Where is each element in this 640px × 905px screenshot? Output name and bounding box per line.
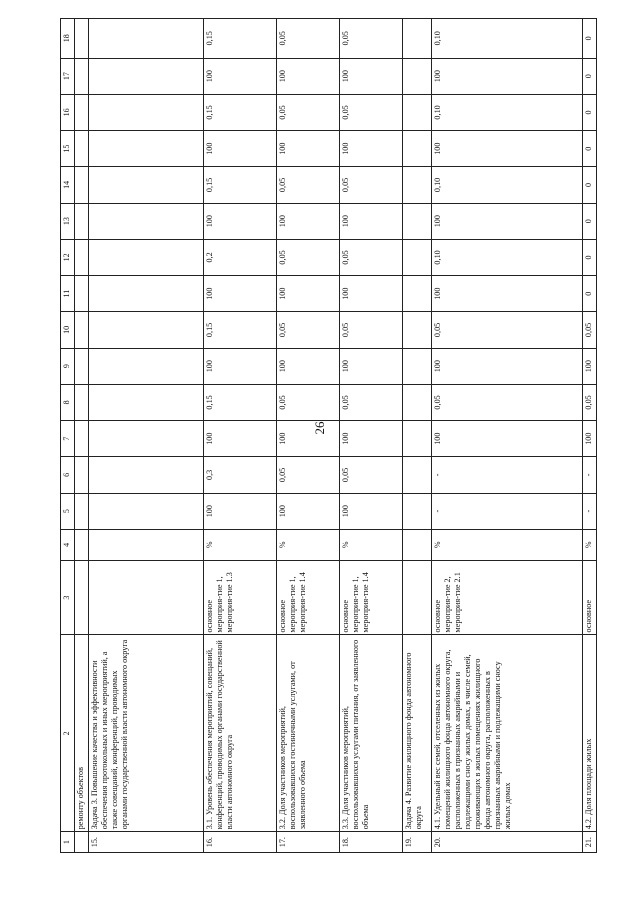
value-cell: 100 xyxy=(340,276,403,312)
value-cell xyxy=(89,19,204,59)
value-cell: 0,05 xyxy=(340,312,403,348)
value-cell: 0,05 xyxy=(340,457,403,493)
value-cell xyxy=(75,348,89,384)
value-cell xyxy=(75,276,89,312)
value-cell: 0,3 xyxy=(204,457,277,493)
value-cell xyxy=(75,529,89,560)
value-cell: 0,05 xyxy=(340,94,403,130)
value-cell xyxy=(89,239,204,275)
column-number: 1 xyxy=(61,832,75,853)
value-cell xyxy=(75,421,89,457)
program-activity-cell: основное мероприя-тие 2, мероприя-тие 2.1 xyxy=(432,560,583,635)
value-cell: 0 xyxy=(583,167,597,203)
value-cell xyxy=(75,94,89,130)
value-cell: 0,05 xyxy=(432,312,583,348)
column-number: 7 xyxy=(61,421,75,457)
value-cell: 100 xyxy=(277,493,340,529)
table-row xyxy=(89,19,204,853)
value-cell: 0 xyxy=(583,131,597,167)
value-cell: 0 xyxy=(583,94,597,130)
column-number: 2 xyxy=(61,635,75,832)
value-cell: 100 xyxy=(340,131,403,167)
value-cell: 0,15 xyxy=(204,167,277,203)
value-cell xyxy=(403,131,432,167)
value-cell: 0 xyxy=(583,58,597,94)
row-number-cell: 15. xyxy=(89,832,204,853)
value-cell xyxy=(403,203,432,239)
value-cell xyxy=(75,131,89,167)
value-cell: 100 xyxy=(204,276,277,312)
value-cell xyxy=(89,457,204,493)
value-cell: % xyxy=(277,529,340,560)
value-cell xyxy=(403,384,432,420)
value-cell xyxy=(403,19,432,59)
value-cell xyxy=(89,276,204,312)
value-cell: 0 xyxy=(583,239,597,275)
value-cell: 0 xyxy=(583,203,597,239)
value-cell: 0,10 xyxy=(432,239,583,275)
value-cell: 100 xyxy=(204,421,277,457)
value-cell: - xyxy=(432,493,583,529)
value-cell: 100 xyxy=(340,58,403,94)
indicator-name-cell: 3.2. Доля участников мероприятий, воспользовавшихся гостиничными услугами, от заявленного объема xyxy=(277,635,340,832)
value-cell: 0,05 xyxy=(277,167,340,203)
program-activity-cell: основное мероприя-тие 1, мероприя-тие 1.3 xyxy=(204,560,277,635)
column-number: 12 xyxy=(61,239,75,275)
value-cell: - xyxy=(583,457,597,493)
indicator-name-cell: Задача 4. Развитие жилищного фонда автономного округа xyxy=(403,635,432,832)
value-cell xyxy=(403,348,432,384)
value-cell xyxy=(89,384,204,420)
value-cell xyxy=(89,167,204,203)
value-cell xyxy=(89,131,204,167)
value-cell: 0,05 xyxy=(340,384,403,420)
value-cell: 0 xyxy=(583,276,597,312)
column-number: 10 xyxy=(61,312,75,348)
column-number: 8 xyxy=(61,384,75,420)
value-cell xyxy=(75,203,89,239)
value-cell: 0,15 xyxy=(204,19,277,59)
indicator-name-cell: 3.3. Доля участников мероприятий, воспользовавшихся услугами питания, от заявленного объема xyxy=(340,635,403,832)
value-cell: 100 xyxy=(340,493,403,529)
value-cell xyxy=(403,94,432,130)
value-cell: 0,05 xyxy=(277,19,340,59)
value-cell: 0,05 xyxy=(340,19,403,59)
value-cell xyxy=(75,19,89,59)
value-cell xyxy=(403,312,432,348)
value-cell: 0,15 xyxy=(204,384,277,420)
table-row xyxy=(204,19,277,853)
value-cell: 100 xyxy=(340,421,403,457)
column-number: 16 xyxy=(61,94,75,130)
program-activity-cell xyxy=(89,560,204,635)
value-cell xyxy=(403,239,432,275)
value-cell: % xyxy=(583,529,597,560)
column-number: 14 xyxy=(61,167,75,203)
page-number: 26 xyxy=(312,421,327,435)
value-cell xyxy=(75,493,89,529)
value-cell xyxy=(89,421,204,457)
value-cell xyxy=(403,529,432,560)
value-cell xyxy=(403,421,432,457)
indicator-name-cell: Задача 3. Повышение качества и эффективности обеспечения протокольных и иных мероприятий, а также совещаний, конференций, проводимых органами государственной власти автономного округа xyxy=(89,635,204,832)
value-cell: 0,05 xyxy=(432,384,583,420)
value-cell: 100 xyxy=(432,348,583,384)
indicator-name-cell: 3.1. Уровень обеспечения мероприятий, совещаний, конференций, проводимых органами государственной власти автономного округа xyxy=(204,635,277,832)
row-number-cell: 20. xyxy=(432,832,583,853)
value-cell: 100 xyxy=(340,348,403,384)
value-cell: 0,10 xyxy=(432,94,583,130)
value-cell xyxy=(75,58,89,94)
value-cell xyxy=(403,58,432,94)
row-number-cell: 18. xyxy=(340,832,403,853)
rotated-sheet xyxy=(60,18,593,853)
indicator-name-cell: ремонту объектов xyxy=(75,635,89,832)
value-cell xyxy=(403,167,432,203)
value-cell: 100 xyxy=(204,131,277,167)
table-area xyxy=(60,18,593,853)
value-cell xyxy=(89,203,204,239)
column-number: 18 xyxy=(61,19,75,59)
value-cell: 100 xyxy=(583,421,597,457)
column-number: 15 xyxy=(61,131,75,167)
value-cell: 100 xyxy=(204,493,277,529)
value-cell: 0,05 xyxy=(583,384,597,420)
value-cell: 100 xyxy=(204,203,277,239)
program-activity-cell xyxy=(403,560,432,635)
table-row xyxy=(75,19,89,853)
value-cell: 0,15 xyxy=(204,312,277,348)
value-cell xyxy=(75,312,89,348)
row-number-cell: 16. xyxy=(204,832,277,853)
value-cell: 100 xyxy=(583,348,597,384)
row-number-cell: 21. xyxy=(583,832,597,853)
header-row xyxy=(61,19,75,853)
value-cell: 100 xyxy=(277,421,340,457)
value-cell: 0,05 xyxy=(340,239,403,275)
value-cell xyxy=(89,58,204,94)
value-cell xyxy=(75,457,89,493)
value-cell: 0,10 xyxy=(432,167,583,203)
value-cell: % xyxy=(340,529,403,560)
value-cell: 100 xyxy=(277,58,340,94)
indicator-name-cell: 4.1. Удельный вес семей, отселенных из жилых помещений жилищного фонда автономного округа, расположенных в признанных аварийными и подлежащими сносу жилых домах, в числе семей, проживающих в жилых помещениях жилищного фонда автономного округа, расположенных в признанных аварийными и подлежащими сносу жилых домах xyxy=(432,635,583,832)
table-row xyxy=(277,19,340,853)
program-activity-cell: основное мероприя-тие 1, мероприя-тие 1.4 xyxy=(340,560,403,635)
value-cell xyxy=(403,276,432,312)
value-cell xyxy=(75,239,89,275)
value-cell: 0,05 xyxy=(277,384,340,420)
program-activity-cell xyxy=(75,560,89,635)
value-cell xyxy=(75,167,89,203)
value-cell: 100 xyxy=(340,203,403,239)
value-cell: 0,05 xyxy=(340,167,403,203)
value-cell: - xyxy=(583,493,597,529)
value-cell: 100 xyxy=(204,348,277,384)
value-cell: - xyxy=(432,457,583,493)
indicators-table xyxy=(60,18,597,853)
row-number-cell: 19. xyxy=(403,832,432,853)
column-number: 9 xyxy=(61,348,75,384)
table-row xyxy=(583,19,597,853)
value-cell: % xyxy=(432,529,583,560)
column-number: 5 xyxy=(61,493,75,529)
value-cell: % xyxy=(204,529,277,560)
table-row xyxy=(432,19,583,853)
table-row xyxy=(340,19,403,853)
value-cell xyxy=(89,312,204,348)
value-cell: 0,15 xyxy=(204,94,277,130)
value-cell: 0,05 xyxy=(277,239,340,275)
value-cell: 100 xyxy=(277,131,340,167)
column-number: 17 xyxy=(61,58,75,94)
value-cell: 0,05 xyxy=(277,457,340,493)
value-cell xyxy=(89,493,204,529)
value-cell: 100 xyxy=(432,58,583,94)
value-cell xyxy=(89,529,204,560)
column-number: 4 xyxy=(61,529,75,560)
value-cell: 100 xyxy=(277,276,340,312)
column-number: 3 xyxy=(61,560,75,635)
table-row xyxy=(403,19,432,853)
value-cell: 0,05 xyxy=(277,94,340,130)
value-cell: 100 xyxy=(432,421,583,457)
value-cell: 0,10 xyxy=(432,19,583,59)
program-activity-cell: основное мероприя-тие 1, мероприя-тие 1.4 xyxy=(277,560,340,635)
value-cell: 100 xyxy=(277,203,340,239)
value-cell xyxy=(75,384,89,420)
row-number-cell xyxy=(75,832,89,853)
column-number: 11 xyxy=(61,276,75,312)
value-cell: 0 xyxy=(583,19,597,59)
value-cell xyxy=(403,493,432,529)
row-number-cell: 17. xyxy=(277,832,340,853)
value-cell: 0,05 xyxy=(277,312,340,348)
value-cell: 100 xyxy=(277,348,340,384)
column-number: 13 xyxy=(61,203,75,239)
value-cell: 100 xyxy=(432,131,583,167)
indicator-name-cell: 4.2. Доля площади жилых xyxy=(583,635,597,832)
value-cell: 0,2 xyxy=(204,239,277,275)
value-cell: 100 xyxy=(204,58,277,94)
value-cell: 100 xyxy=(432,276,583,312)
value-cell xyxy=(403,457,432,493)
value-cell xyxy=(89,94,204,130)
column-number: 6 xyxy=(61,457,75,493)
value-cell xyxy=(89,348,204,384)
value-cell: 100 xyxy=(432,203,583,239)
value-cell: 0,05 xyxy=(583,312,597,348)
program-activity-cell: основное xyxy=(583,560,597,635)
